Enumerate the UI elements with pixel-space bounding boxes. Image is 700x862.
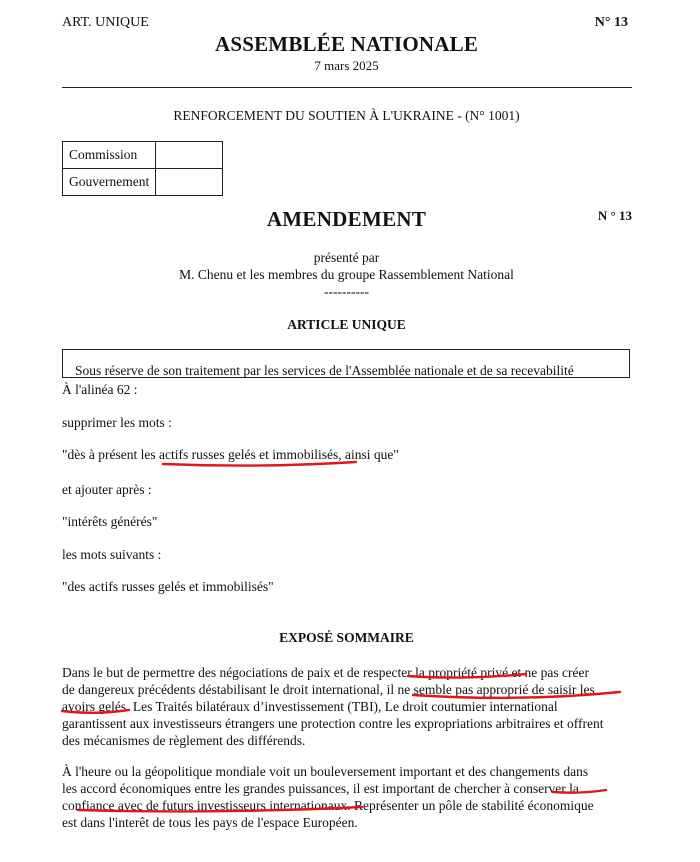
session-date: 7 mars 2025 [314, 58, 379, 73]
paragraph-line: Dans le but de permettre des négociations de paix et de respecter la propriété privé et ne pas créer [62, 665, 590, 680]
paragraph-line: garantissent aux investisseurs étrangers une protection contre les expropriations arbitraires et offrent [62, 716, 604, 731]
decision-table [62, 141, 223, 196]
article-heading: ARTICLE UNIQUE [287, 317, 406, 332]
article-label: ART. UNIQUE [62, 15, 149, 30]
paragraph-line: confiance avec de futurs investisseurs internationaux. Représenter un pôle de stabilité économique [62, 798, 594, 813]
commission-value [156, 142, 223, 169]
expose-paragraph-1 [62, 664, 627, 749]
assembly-title: ASSEMBLÉE NATIONALE [214, 32, 479, 56]
header-number: N° 13 [594, 15, 628, 30]
body-line: "dès à présent les actifs russes gelés et immobilisés, ainsi que" [62, 447, 399, 462]
paragraph-line: des mécanismes de règlement des différends. [62, 733, 306, 748]
amendment-authors: M. Chenu et les membres du groupe Rassemblement National [179, 267, 514, 282]
paragraph-line: avoirs gelés. Les Traités bilatéraux d’investissement (TBI), Le droit coutumier international [62, 699, 558, 714]
header-rule [62, 87, 632, 88]
expose-title: EXPOSÉ SOMMAIRE [279, 630, 414, 645]
paragraph-line: les accord économiques entre les grandes puissances, il est important de chercher à conserver la [62, 781, 579, 796]
table-row [63, 169, 223, 196]
amendment-number: N ° 13 [597, 208, 632, 223]
government-label: Gouvernement [63, 169, 156, 196]
commission-label: Commission [63, 142, 156, 169]
expose-paragraph-2 [62, 763, 627, 831]
body-line: les mots suivants : [62, 547, 162, 562]
body-line: "intérêts générés" [62, 514, 158, 529]
government-value [156, 169, 223, 196]
bill-title: RENFORCEMENT DU SOUTIEN À L'UKRAINE - (N° 1001) [173, 108, 520, 123]
paragraph-line: À l'heure ou la géopolitique mondiale voit un bouleversement important et des changements dans [62, 764, 589, 779]
table-row [63, 142, 223, 169]
body-line: supprimer les mots : [62, 415, 172, 430]
reserve-notice: Sous réserve de son traitement par les services de l'Assemblée nationale et de sa recevabilité [62, 349, 630, 378]
separator: ---------- [324, 284, 369, 299]
presented-by: présenté par [313, 250, 380, 265]
paragraph-line: de dangereux précédents déstabilisant le droit international, il ne semble pas approprié de saisir les [62, 682, 595, 697]
body-line: "des actifs russes gelés et immobilisés" [62, 579, 274, 594]
paragraph-line: est dans l'interêt de tous les pays de l'espace Européen. [62, 815, 358, 830]
body-line: À l'alinéa 62 : [62, 382, 138, 397]
amendment-title: AMENDEMENT [266, 207, 427, 231]
body-line: et ajouter après : [62, 482, 152, 497]
